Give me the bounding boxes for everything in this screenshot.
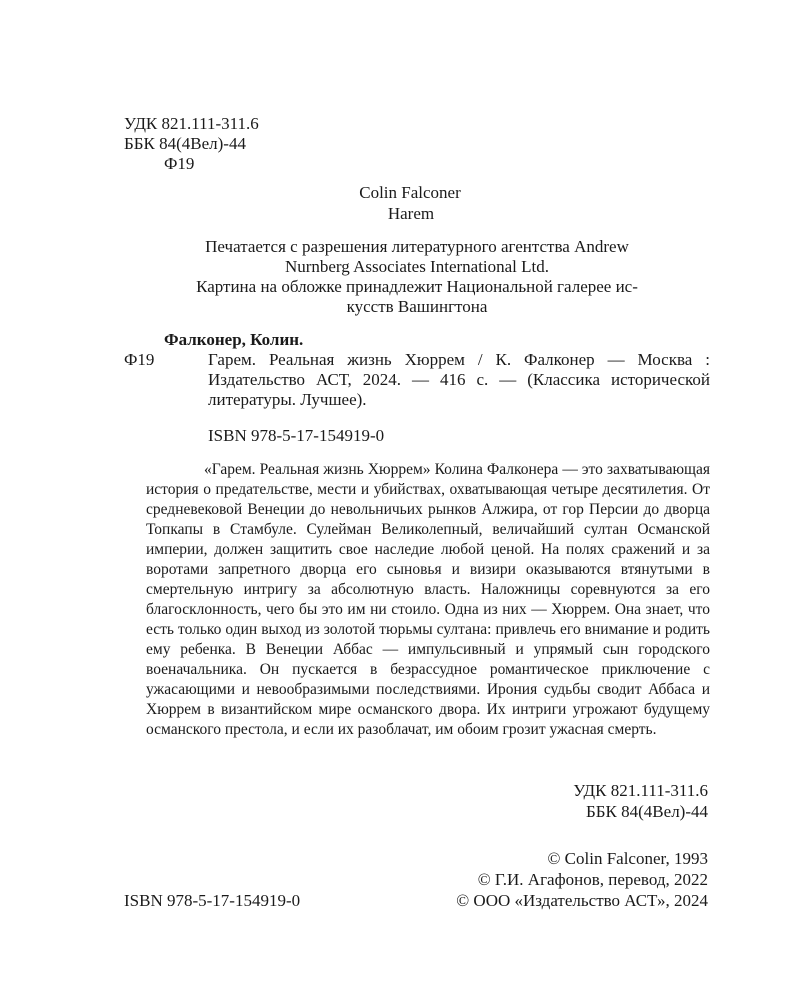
bib-entry <box>124 350 710 410</box>
annotation-paragraph: «Гарем. Реальная жизнь Хюррем» Колина Фалконера — это захватывающая история о предательстве, мести и убийствах, охватывающая четыре десятилетия. От средневековой Венеции до невольничьих рынков Алжира, от гор Персии до дворца Топкапы в Стамбуле. Сулейман Великолепный, величайший султан Османской империи, должен защитить свое наследие любой ценой. На полях сражений и за воротами запретного дворца его сыновья и визири оказываются втянутыми в смертельную интригу за абсолютную власть. Наложницы соревнуются за его благосклонность, чего бы это им ни стоило. Одна из них — Хюррем. Она знает, что есть только один выход из золотой тюрьмы султана: привлечь его внимание и родить ему ребенка. В Венеции Аббас — импульсивный и упрямый сын городского военачальника. Он пускается в безрассудное романтическое приключение с ужасающими и невообразимыми последствиями. Ирония судьбы сводит Аббаса и Хюррем в византийском мире османского двора. Их интриги угрожают будущему османского престола, и если их разоблачат, им обоим грозит ужасная смерть. <box>146 461 710 738</box>
bbk-code: ББК 84(4Вел)-44 <box>124 134 246 153</box>
permission-line: Nurnberg Associates International Ltd. <box>284 257 550 276</box>
bib-entry-text: Гарем. Реальная жизнь Хюррем / К. Фалконер — Москва : Издательство АСТ, 2024. — 416 с. — (Классика исторической литературы. Лучшее). <box>208 350 710 409</box>
copyright-translation: © Г.И. Агафонов, перевод, 2022 <box>477 870 708 889</box>
bib-author: Фалконер, Колин. <box>164 330 304 349</box>
copyright-publisher: © ООО «Издательство АСТ», 2024 <box>456 891 708 910</box>
copyright-author: © Colin Falconer, 1993 <box>547 849 708 868</box>
permission-line: Печатается с разрешения литературного агентства Andrew <box>205 237 629 256</box>
author-mark: Ф19 <box>164 154 195 173</box>
footer-isbn: ISBN 978-5-17-154919-0 <box>124 891 301 910</box>
permission-line: Картина на обложке принадлежит Национальной галерее ис- <box>196 277 638 296</box>
original-title-block <box>0 182 800 224</box>
permission-notice <box>124 237 710 317</box>
udk-code: УДК 821.111-311.6 <box>124 114 259 133</box>
footer-udk: УДК 821.111-311.6 <box>573 781 708 800</box>
footer-classification <box>573 780 708 822</box>
bib-isbn: ISBN 978-5-17-154919-0 <box>208 426 385 445</box>
bibliographic-record <box>124 330 710 446</box>
classification-codes <box>124 114 259 174</box>
copyright-block <box>456 848 708 911</box>
footer-bbk: ББК 84(4Вел)-44 <box>586 802 708 821</box>
bib-code: Ф19 <box>124 350 155 369</box>
permission-line: кусств Вашингтона <box>346 297 488 316</box>
original-author: Colin Falconer <box>359 183 461 202</box>
original-title: Harem <box>387 204 435 223</box>
